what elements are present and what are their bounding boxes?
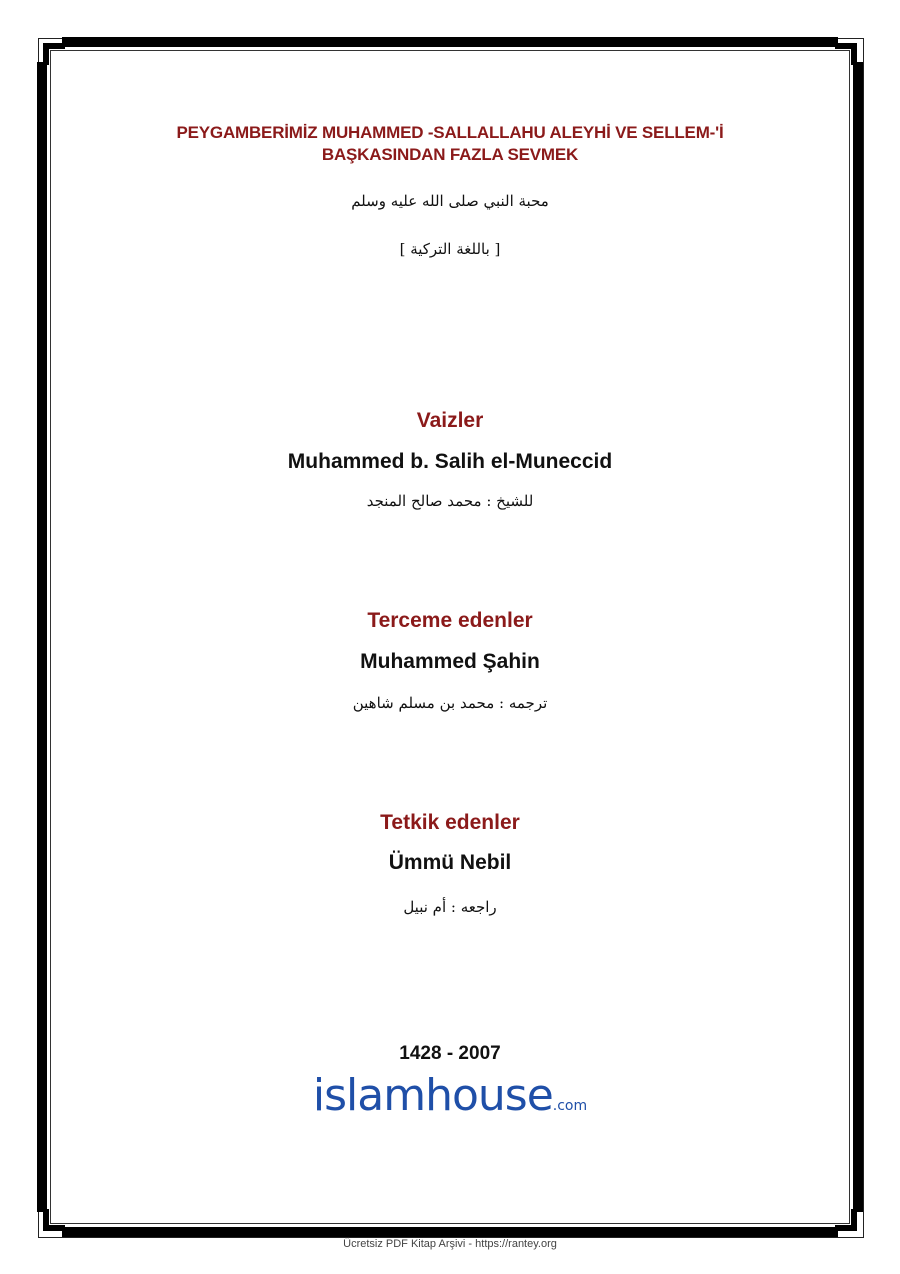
logo-suffix: .com: [552, 1098, 588, 1114]
credit-role-reviewer: Tetkik edenler: [380, 811, 520, 834]
document-title: [0, 122, 900, 166]
credit-name-reviewer: Ümmü Nebil: [388, 851, 512, 874]
arabic-language-note: [ باللغة التركية ]: [399, 240, 501, 258]
credit-arabic-translator: ترجمه : محمد بن مسلم شاهين: [352, 694, 548, 712]
border-corner-top-left: [43, 43, 65, 65]
page-border-bottom-bar: [62, 1227, 838, 1237]
logo-text: islamhouse: [312, 1070, 553, 1121]
credit-name-translator: Muhammed Şahin: [360, 650, 540, 673]
credit-role-translator: Terceme edenler: [367, 609, 533, 632]
page-border-right-bar: [853, 62, 863, 1212]
credit-name-author: Muhammed b. Salih el-Muneccid: [287, 450, 613, 473]
footer-watermark: Ücretsiz PDF Kitap Arşivi - https://rantey.org: [343, 1238, 557, 1250]
document-title-line-1: PEYGAMBERİMİZ MUHAMMED -SALLALLAHU ALEYHİ VE SELLEM-'İ: [176, 123, 724, 142]
border-corner-top-right: [835, 43, 857, 65]
border-corner-bottom-right: [835, 1209, 857, 1231]
page-border-left-bar: [37, 62, 47, 1212]
credit-arabic-author: للشيخ : محمد صالح المنجد: [366, 492, 534, 510]
arabic-title: محبة النبي صلى الله عليه وسلم: [351, 192, 549, 210]
islamhouse-logo: [0, 1068, 900, 1134]
credit-role-author: Vaizler: [416, 409, 484, 432]
credit-arabic-reviewer: راجعه : أم نبيل: [403, 898, 497, 916]
page-border-top-bar: [62, 37, 838, 47]
document-title-line-2: BAŞKASINDAN FAZLA SEVMEK: [321, 145, 579, 164]
border-corner-bottom-left: [43, 1209, 65, 1231]
publication-year: 1428 - 2007: [399, 1043, 501, 1064]
